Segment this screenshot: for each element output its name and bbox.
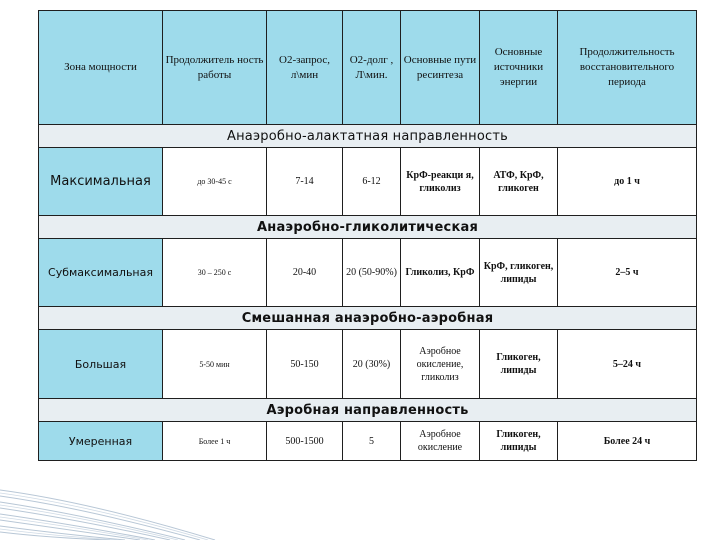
cell-o2-debt: 5 xyxy=(343,422,401,461)
cell-zone: Субмаксимальная xyxy=(39,239,163,307)
cell-pathways: КрФ-реакци я, гликолиз xyxy=(401,148,480,216)
section-title: Анаэробно-гликолитическая xyxy=(39,216,697,239)
cell-o2-demand: 20-40 xyxy=(267,239,343,307)
table-row xyxy=(39,148,697,216)
header-zone: Зона мощности xyxy=(39,11,163,125)
header-pathways: Основные пути ресинтеза xyxy=(401,11,480,125)
cell-pathways: Аэробное окисление, гликолиз xyxy=(401,330,480,399)
header-duration: Продолжитель ность работы xyxy=(163,11,267,125)
cell-recovery: 5–24 ч xyxy=(558,330,697,399)
cell-o2-debt: 20 (50-90%) xyxy=(343,239,401,307)
energy-zones-table xyxy=(38,10,697,461)
cell-duration: Более 1 ч xyxy=(163,422,267,461)
section-title: Аэробная направленность xyxy=(39,399,697,422)
header-row xyxy=(39,11,697,125)
header-o2-debt: О2-долг , Л\мин. xyxy=(343,11,401,125)
cell-duration: до 30-45 с xyxy=(163,148,267,216)
section-row xyxy=(39,125,697,148)
table-row xyxy=(39,422,697,461)
header-recovery: Продолжительность восстановительного периода xyxy=(558,11,697,125)
cell-pathways: Гликолиз, КрФ xyxy=(401,239,480,307)
header-o2-demand: О2-запрос, л\мин xyxy=(267,11,343,125)
cell-o2-demand: 500-1500 xyxy=(267,422,343,461)
cell-pathways: Аэробное окисление xyxy=(401,422,480,461)
cell-sources: КрФ, гликоген, липиды xyxy=(480,239,558,307)
cell-recovery: Более 24 ч xyxy=(558,422,697,461)
cell-recovery: до 1 ч xyxy=(558,148,697,216)
cell-zone: Максимальная xyxy=(39,148,163,216)
cell-sources: Гликоген, липиды xyxy=(480,422,558,461)
section-title: Анаэробно-алактатная направленность xyxy=(39,125,697,148)
cell-duration: 5-50 мин xyxy=(163,330,267,399)
table-row xyxy=(39,330,697,399)
cell-o2-debt: 6-12 xyxy=(343,148,401,216)
cell-zone: Умеренная xyxy=(39,422,163,461)
section-row xyxy=(39,216,697,239)
cell-o2-demand: 7-14 xyxy=(267,148,343,216)
cell-o2-demand: 50-150 xyxy=(267,330,343,399)
cell-o2-debt: 20 (30%) xyxy=(343,330,401,399)
section-title: Смешанная анаэробно-аэробная xyxy=(39,307,697,330)
cell-sources: АТФ, КрФ, гликоген xyxy=(480,148,558,216)
section-row xyxy=(39,307,697,330)
corner-decoration xyxy=(0,450,220,540)
cell-recovery: 2–5 ч xyxy=(558,239,697,307)
section-row xyxy=(39,399,697,422)
cell-sources: Гликоген, липиды xyxy=(480,330,558,399)
header-sources: Основные источники энергии xyxy=(480,11,558,125)
table-row xyxy=(39,239,697,307)
cell-zone: Большая xyxy=(39,330,163,399)
cell-duration: 30 – 250 с xyxy=(163,239,267,307)
